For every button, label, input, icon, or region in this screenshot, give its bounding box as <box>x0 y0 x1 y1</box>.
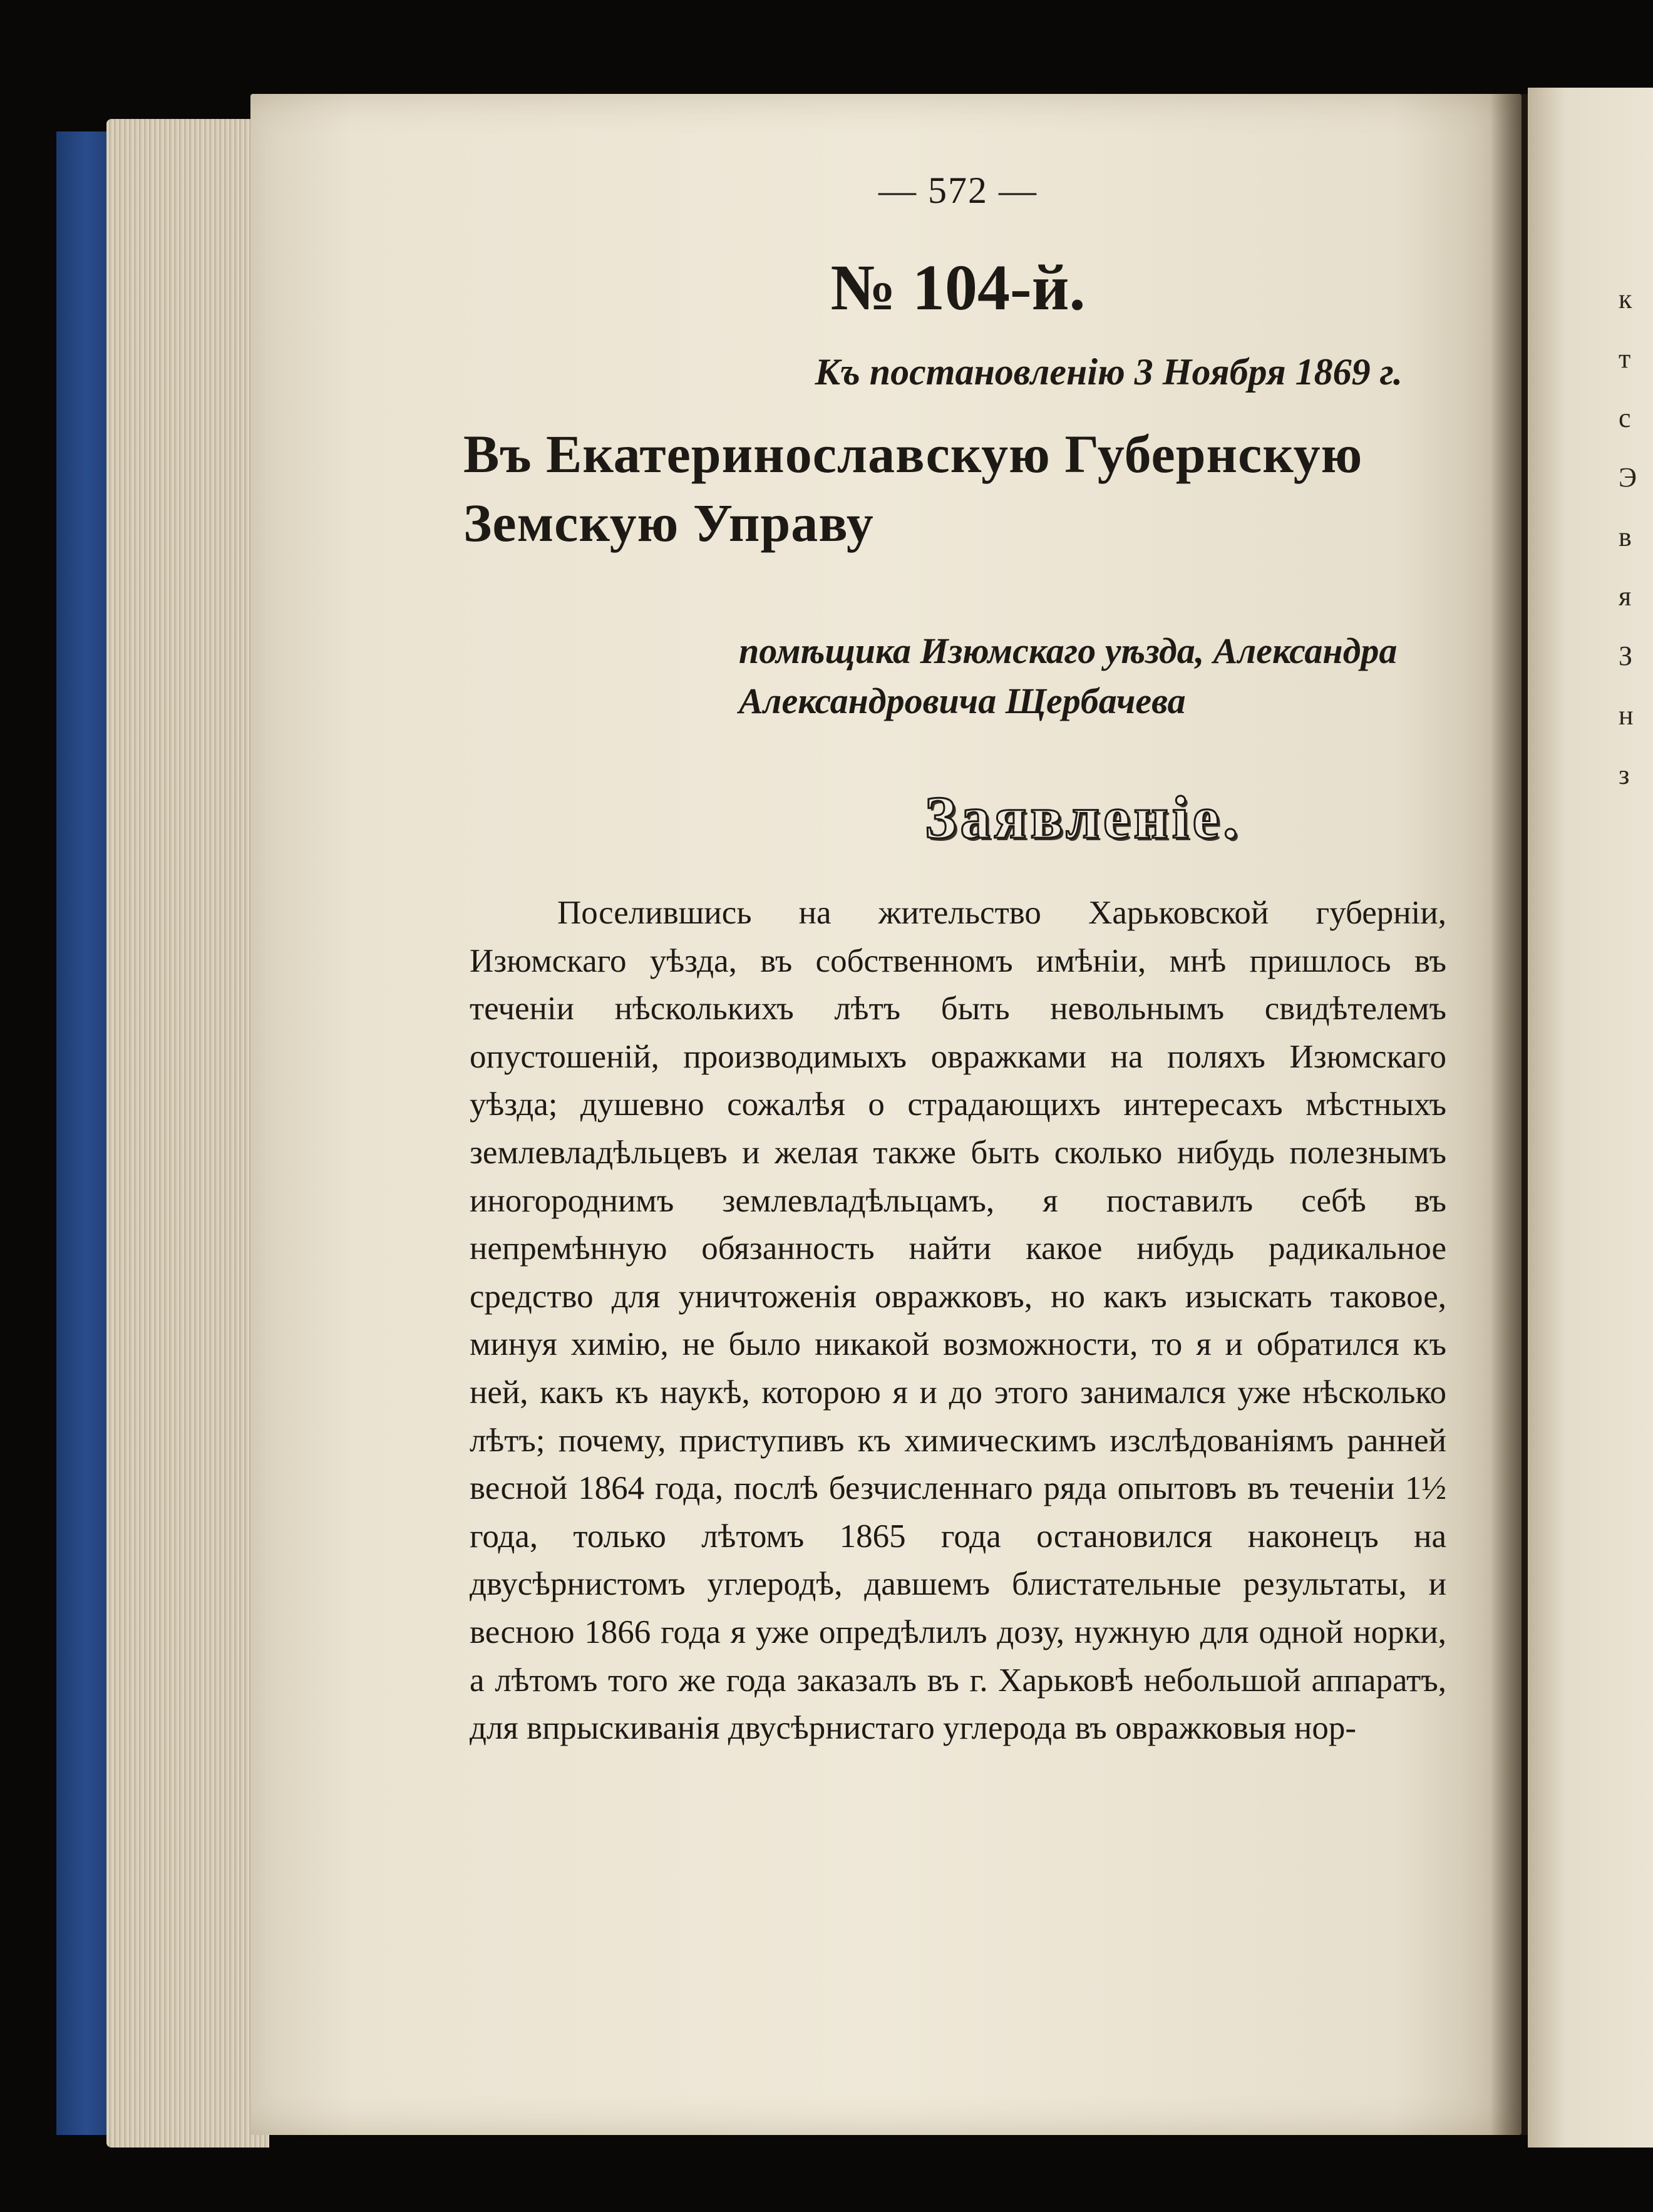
next-page-letter: с <box>1619 403 1631 433</box>
author-line: Александровича Щербачева <box>739 681 1186 721</box>
next-page-letter: Э <box>1619 462 1637 493</box>
document-number: № 104-й. <box>830 252 1086 324</box>
statement-title: Заявленіе. <box>924 784 1242 851</box>
next-page-letter: к <box>1619 284 1632 314</box>
next-page-letter: я <box>1619 581 1632 612</box>
addressee-line: Въ Екатеринославскую Губернскую <box>463 424 1363 484</box>
next-page-letter: т <box>1619 343 1631 374</box>
addressee-line: Земскую Управу <box>463 493 874 553</box>
next-page-letter: в <box>1619 522 1632 552</box>
page-number: — 572 — <box>878 170 1038 211</box>
addressee <box>463 419 1440 557</box>
resolution-reference: Къ постановленію 3 Ноября 1869 г. <box>815 351 1403 393</box>
next-page-letter: н <box>1619 700 1634 731</box>
page-gutter <box>1490 94 1528 2135</box>
next-page-letter: З <box>1619 640 1633 671</box>
page-stack-edge <box>106 119 269 2148</box>
author-line: помѣщика Изюмскаго уѣзда, Александра <box>739 630 1398 671</box>
next-page-letters <box>1619 269 1644 805</box>
author <box>739 626 1428 726</box>
next-page-letter: з <box>1619 759 1630 790</box>
body-text: Поселившись на жительство Харьковской губерніи, Изюмскаго уѣзда, въ собственномъ имѣніи, мнѣ пришлось въ теченіи нѣсколькихъ лѣтъ быть невольнымъ свидѣтелемъ опустошеній, производимыхъ овражками на поляхъ Изюмскаго уѣзда; душевно сожалѣя о страдающихъ интересахъ мѣстныхъ землевладѣльцевъ и желая также быть сколько нибудь полезнымъ иногороднимъ землевладѣльцамъ, я поставилъ себѣ въ непремѣнную обязанность найти какое нибудь радикальное средство для уничтоженія овражковъ, но какъ изыскать таковое, минуя химію, не было никакой возможности, то я и обратился къ ней, какъ къ наукѣ, которою я и до этого занимался уже нѣсколько лѣтъ; почему, приступивъ къ химическимъ изслѣдованіямъ ранней весной 1864 года, послѣ безчисленнаго ряда опытовъ въ теченіи 1½ года, только лѣтомъ 1865 года остановился наконецъ на двусѣрнистомъ углеродѣ, давшемъ блистательные результаты, и весною 1866 года я уже опредѣлилъ дозу, нужную для одной норки, а лѣтомъ того же года заказалъ въ г. Харьковѣ небольшой аппаратъ, для впрыскиванія двусѣрнистаго углерода въ овражковыя нор- <box>470 895 1446 1747</box>
